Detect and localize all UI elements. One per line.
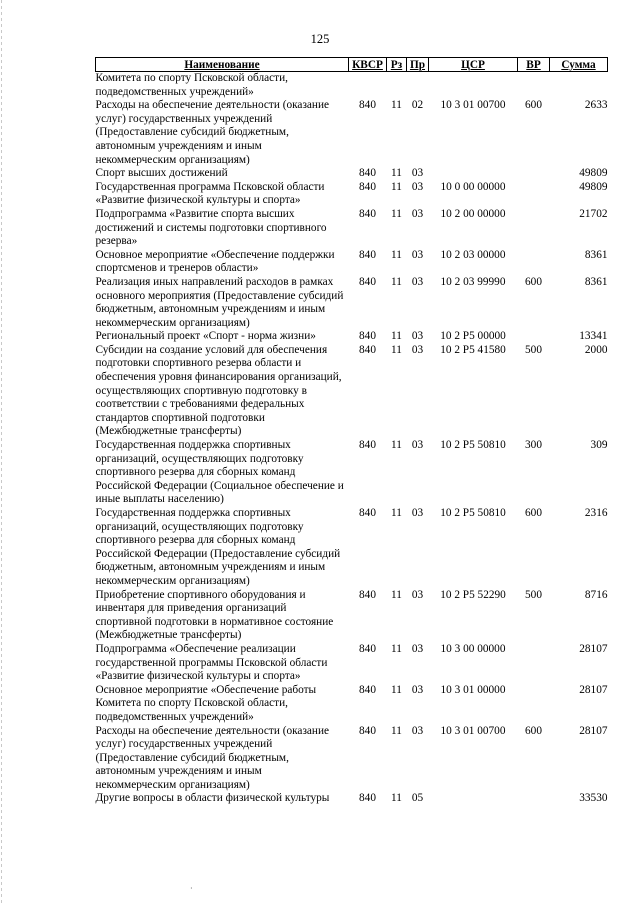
cell-kvsr: 840 [359, 588, 376, 601]
table-row [96, 684, 608, 725]
cell-vr [518, 684, 550, 725]
cell-sum: 28107 [579, 683, 608, 696]
table-row [96, 344, 608, 439]
table-row [96, 72, 608, 100]
cell-kvsr: 840 [359, 248, 376, 261]
cell-pr [407, 72, 429, 100]
cell-name: Реализация иных направлений расходов в рамках основного мероприятия (Предоставление субсидий бюджетным, автономным учреждениям и иным некоммерческим организациям) [95, 275, 344, 329]
header-vr: ВР [518, 58, 550, 72]
table-row [96, 330, 608, 344]
cell-csr [429, 72, 518, 100]
cell-csr: 10 2 03 00000 [440, 248, 506, 261]
cell-kvsr: 840 [359, 207, 376, 220]
cell-name: Спорт высших достижений [95, 167, 228, 180]
table-row [96, 249, 608, 276]
cell-csr: 10 2 P5 50810 [440, 507, 506, 519]
cell-name: Подпрограмма «Развитие спорта высших достижений и системы подготовки спортивного резерва» [95, 207, 327, 248]
cell-rz: 11 [391, 99, 402, 112]
cell-csr: 10 3 01 00000 [440, 683, 506, 696]
cell-kvsr: 840 [359, 343, 376, 356]
cell-csr: 10 2 00 00000 [440, 207, 506, 220]
cell-pr: 03 [411, 207, 424, 220]
cell-csr: 10 2 03 99990 [440, 275, 506, 288]
cell-rz: 11 [391, 330, 402, 343]
cell-rz: 11 [391, 642, 402, 655]
cell-pr: 03 [411, 343, 424, 356]
cell-sum: 49809 [579, 180, 608, 193]
cell-csr [429, 167, 518, 181]
cell-name: Расходы на обеспечение деятельности (оказание услуг) государственных учреждений (Предоставление субсидий бюджетным, автономным учреждениям и иным некоммерческим организациям) [95, 99, 330, 166]
cell-rz [387, 72, 407, 100]
cell-pr: 03 [411, 330, 424, 343]
scan-edge [1, 0, 2, 905]
table-row [96, 99, 608, 167]
cell-csr: 10 2 P5 52290 [440, 588, 506, 601]
table-row [96, 208, 608, 249]
cell-pr: 03 [411, 724, 424, 737]
cell-kvsr: 840 [359, 792, 376, 805]
cell-sum: 33530 [579, 792, 608, 805]
cell-vr [518, 167, 550, 181]
cell-rz: 11 [391, 248, 402, 261]
cell-pr: 03 [411, 180, 424, 193]
cell-csr: 10 2 P5 00000 [440, 330, 506, 343]
cell-sum: 13341 [579, 330, 608, 343]
cell-rz: 11 [391, 167, 402, 180]
cell-vr [518, 643, 550, 684]
cell-kvsr [349, 72, 387, 100]
cell-vr [518, 72, 550, 100]
footer-mark: · [190, 884, 193, 893]
header-csr: ЦСР [429, 58, 518, 72]
cell-rz: 11 [391, 207, 402, 220]
cell-sum: 8361 [584, 248, 608, 261]
header-rz: Рз [387, 58, 407, 72]
cell-rz: 11 [391, 507, 402, 519]
cell-kvsr: 840 [359, 180, 376, 193]
cell-vr: 600 [525, 507, 542, 519]
cell-csr: 10 2 P5 50810 [440, 439, 506, 452]
cell-csr: 10 2 P5 41580 [440, 343, 506, 356]
cell-name: Другие вопросы в области физической культуры [95, 792, 330, 805]
cell-pr: 03 [411, 588, 424, 601]
cell-csr: 10 0 00 00000 [440, 180, 506, 193]
header-name: Наименование [96, 58, 349, 72]
cell-sum: 28107 [579, 642, 608, 655]
table-body [96, 72, 608, 807]
cell-vr [518, 330, 550, 344]
cell-name: Государственная поддержка спортивных организаций, осуществляющих подготовку спортивного резерва для сборных команд Российской Федерации (Социальное обеспечение и иные выплаты населению) [95, 439, 344, 506]
cell-sum: 2000 [584, 343, 608, 356]
cell-name: Основное мероприятие «Обеспечение поддержки спортсменов и тренеров области» [95, 248, 335, 275]
cell-sum: 8716 [584, 588, 608, 601]
table-row [96, 589, 608, 643]
table-row [96, 725, 608, 793]
cell-rz: 11 [391, 343, 402, 356]
cell-sum [550, 72, 608, 100]
cell-kvsr: 840 [359, 507, 376, 519]
cell-sum: 21702 [579, 207, 608, 220]
cell-kvsr: 840 [359, 167, 376, 180]
cell-sum: 2316 [584, 507, 608, 519]
cell-pr: 03 [411, 642, 424, 655]
cell-rz: 11 [391, 683, 402, 696]
cell-name: Приобретение спортивного оборудования и инвентаря для приведения организаций спортивной подготовки в нормативное состояние (Межбюджетные трансферты) [95, 588, 334, 642]
cell-name: Комитета по спорту Псковской области, подведомственных учреждений» [95, 72, 288, 98]
table-row [96, 439, 608, 507]
cell-name: Основное мероприятие «Обеспечение работы Комитета по спорту Псковской области, подведомственных учреждений» [95, 683, 317, 723]
cell-kvsr: 840 [359, 724, 376, 737]
header-pr: Пр [407, 58, 429, 72]
cell-vr [518, 249, 550, 276]
cell-vr: 600 [525, 724, 542, 737]
cell-rz: 11 [391, 180, 402, 193]
cell-kvsr: 840 [359, 683, 376, 696]
cell-name: Государственная поддержка спортивных организаций, осуществляющих подготовку спортивного резерва для сборных команд Российской Федерации (Предоставление субсидий бюджетным, автономным учреждениям и иным некоммерческим организациям) [95, 507, 341, 587]
cell-name: Подпрограмма «Обеспечение реализации государственной программы Псковской области «Развитие физической культуры и спорта» [95, 642, 328, 683]
cell-pr: 02 [411, 99, 424, 112]
cell-pr: 03 [411, 507, 424, 519]
cell-rz: 11 [391, 792, 402, 805]
cell-vr [518, 208, 550, 249]
cell-sum: 49809 [579, 167, 608, 180]
cell-vr: 500 [525, 588, 542, 601]
cell-vr: 500 [525, 343, 542, 356]
cell-name: Расходы на обеспечение деятельности (оказание услуг) государственных учреждений (Предоставление субсидий бюджетным, автономным учреждениям и иным некоммерческим организациям) [95, 724, 330, 791]
cell-csr [429, 792, 518, 806]
cell-kvsr: 840 [359, 275, 376, 288]
cell-pr: 03 [411, 248, 424, 261]
table-row [96, 792, 608, 806]
cell-kvsr: 840 [359, 642, 376, 655]
cell-sum: 2633 [584, 99, 608, 112]
cell-rz: 11 [391, 588, 402, 601]
cell-vr: 300 [525, 439, 542, 452]
cell-pr: 03 [411, 683, 424, 696]
table-row [96, 167, 608, 181]
cell-rz: 11 [391, 275, 402, 288]
cell-sum: 8361 [584, 275, 608, 288]
cell-name: Субсидии на создание условий для обеспечения подготовки спортивного резерва области и обеспечения уровня финансирования организаций, осуществляющих спортивную подготовку в соответствии с требованиями федеральных стандартов спортивной подготовки (Межбюджетные трансферты) [95, 343, 342, 438]
cell-pr: 05 [411, 792, 424, 805]
table-row [96, 181, 608, 208]
cell-vr: 600 [525, 99, 542, 112]
cell-pr: 03 [411, 275, 424, 288]
cell-vr: 600 [525, 275, 542, 288]
table-row [96, 643, 608, 684]
cell-kvsr: 840 [359, 99, 376, 112]
cell-name: Региональный проект «Спорт - норма жизни» [95, 330, 316, 343]
table-header-row [96, 58, 608, 72]
cell-rz: 11 [391, 724, 402, 737]
cell-name: Государственная программа Псковской области «Развитие физической культуры и спорта» [95, 180, 325, 207]
header-sum: Сумма [550, 58, 608, 72]
cell-sum: 309 [590, 439, 608, 452]
cell-kvsr: 840 [359, 439, 376, 452]
cell-rz: 11 [391, 439, 402, 452]
page-number: 125 [310, 32, 330, 46]
cell-pr: 03 [411, 439, 424, 452]
cell-csr: 10 3 01 00700 [440, 99, 506, 112]
cell-vr [518, 792, 550, 806]
header-kvsr: КВСР [349, 58, 387, 72]
table-row [96, 507, 608, 589]
cell-csr: 10 3 00 00000 [440, 642, 506, 655]
cell-sum: 28107 [579, 724, 608, 737]
cell-kvsr: 840 [359, 330, 376, 343]
table-row [96, 276, 608, 330]
cell-vr [518, 181, 550, 208]
cell-csr: 10 3 01 00700 [440, 724, 506, 737]
cell-pr: 03 [411, 167, 424, 180]
budget-table [95, 57, 608, 806]
